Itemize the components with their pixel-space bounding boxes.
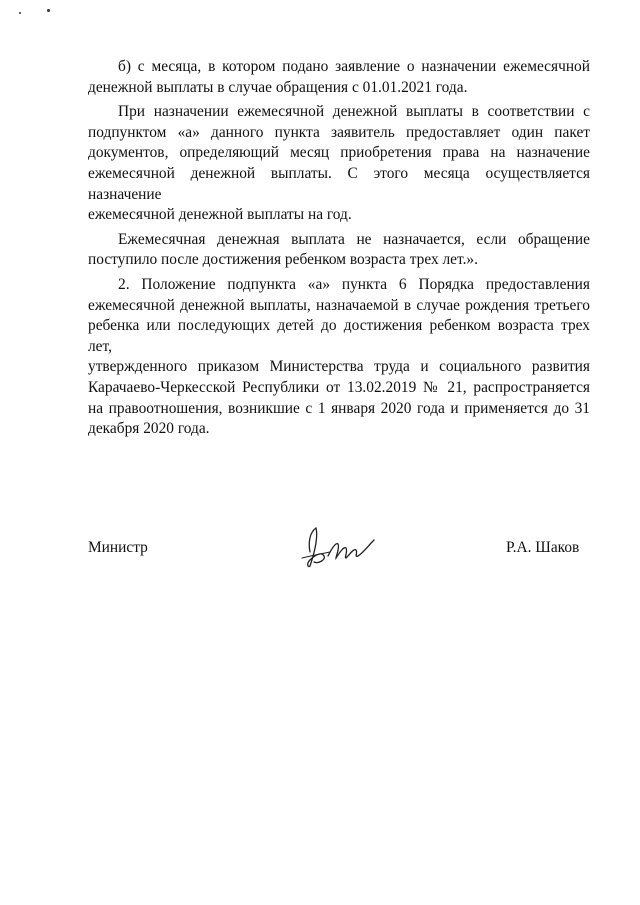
text-line: ежемесячной денежной выплаты. С этого месяца осуществляется назначение <box>88 164 590 203</box>
paragraph-2 <box>88 102 590 226</box>
text-line: ежемесячной денежной выплаты, назначаемой в случае рождения третьего <box>88 296 590 314</box>
text-line: на правоотношения, возникшие с 1 января 2020 года и применяется до 31 <box>88 399 590 417</box>
text-line: 2. Положение подпункта «а» пункта 6 Порядка предоставления <box>118 275 590 293</box>
paragraph-1 <box>88 57 590 98</box>
text-line: документов, определяющий месяц приобретения права на назначение <box>88 144 590 162</box>
text-line: подпунктом «а» данного пункта заявитель предоставляет один пакет <box>88 123 590 141</box>
text-line: поступило после достижения ребенком возраста трех лет.». <box>88 251 478 269</box>
signatory-name: Р.А. Шаков <box>506 539 580 556</box>
text-line: Карачаево-Черкесской Республики от 13.02.2019 № 21, распространяется <box>88 378 590 396</box>
handwritten-signature <box>296 522 386 572</box>
text-line: Ежемесячная денежная выплата не назначается, если обращение <box>118 230 590 248</box>
text-line: денежной выплаты в случае обращения с 01.01.2021 года. <box>88 78 468 96</box>
document-body <box>88 57 590 444</box>
text-line: ребенка или последующих детей до достижения ребенком возраста трех лет, <box>88 317 590 355</box>
paragraph-4 <box>88 275 590 440</box>
text-line: ежемесячной денежной выплаты на год. <box>88 206 352 224</box>
text-line: б) с месяца, в котором подано заявление о назначении ежемесячной <box>118 58 590 75</box>
scan-speck <box>47 9 50 12</box>
scan-speck <box>19 12 21 14</box>
text-line: При назначении ежемесячной денежной выплаты в соответствии с <box>118 103 590 121</box>
signatory-title: Министр <box>88 539 148 556</box>
text-line: декабря 2020 года. <box>88 420 210 438</box>
text-line: утвержденного приказом Министерства труда и социального развития <box>88 358 590 376</box>
paragraph-3 <box>88 230 590 271</box>
